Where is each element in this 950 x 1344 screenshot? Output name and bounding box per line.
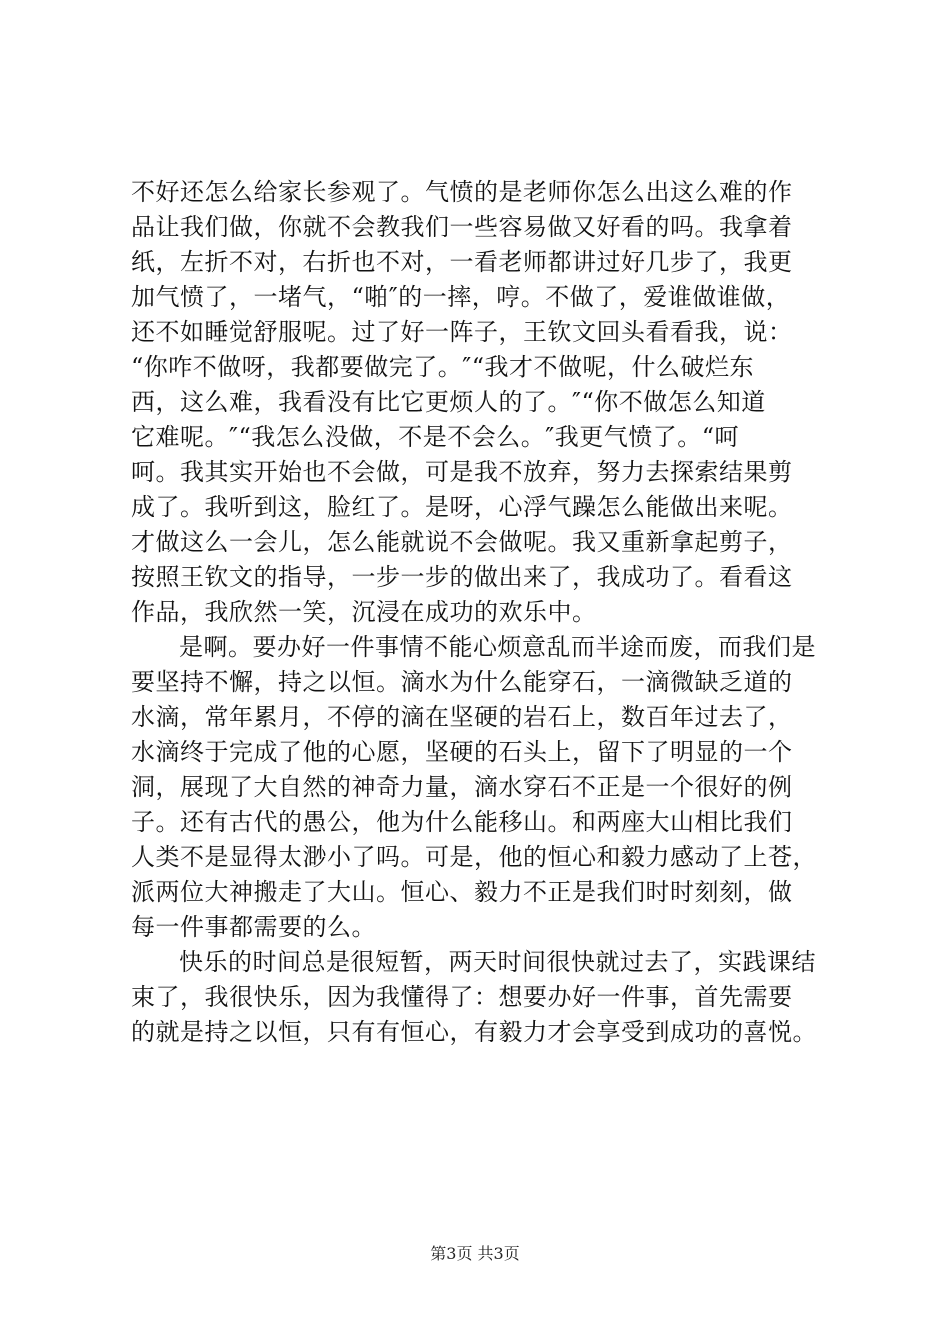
text-line: 成了。我听到这，脸红了。是呀，心浮气躁怎么能做出来呢。 (131, 493, 793, 521)
text-line: 按照王钦文的指导，一步一步的做出来了，我成功了。看看这 (131, 563, 793, 591)
text-line: 每一件事都需要的么。 (131, 913, 376, 941)
text-line: 水滴终于完成了他的心愿，坚硬的石头上，留下了明显的一个 (131, 738, 793, 766)
paragraph-first-line: 快乐的时间总是很短暂，两天时间很快就过去了，实践课结 (179, 948, 816, 976)
page-number-footer: 第3页 共3页 (430, 1244, 520, 1263)
text-line: 作品，我欣然一笑，沉浸在成功的欢乐中。 (131, 598, 597, 626)
text-line: 派两位大神搬走了大山。恒心、毅力不正是我们时时刻刻，做 (131, 878, 793, 906)
text-line: 才做这么一会儿，怎么能就说不会做呢。我又重新拿起剪子， (131, 528, 793, 556)
text-line: 纸，左折不对，右折也不对，一看老师都讲过好几步了，我更 (131, 248, 793, 276)
text-line: 品让我们做，你就不会教我们一些容易做又好看的吗。我拿着 (131, 213, 793, 241)
text-line: 加气愤了，一堵气，“啪″的一摔，哼。不做了，爱谁做谁做， (131, 283, 791, 311)
text-line: 束了，我很快乐，因为我懂得了：想要办好一件事，首先需要 (131, 983, 793, 1011)
paragraph-first-line: 是啊。要办好一件事情不能心烦意乱而半途而废，而我们是 (179, 633, 816, 661)
text-line: 还不如睡觉舒服呢。过了好一阵子，王钦文回头看看我，说： (131, 318, 793, 346)
text-line: 要坚持不懈，持之以恒。滴水为什么能穿石，一滴微缺乏道的 (131, 668, 793, 696)
text-line: 的就是持之以恒，只有有恒心，有毅力才会享受到成功的喜悦。 (131, 1018, 817, 1046)
body-text (131, 175, 831, 1050)
text-line: “你咋不做呀，我都要做完了。″“我才不做呢，什么破烂东 (131, 353, 755, 381)
text-line: 不好还怎么给家长参观了。气愤的是老师你怎么出这么难的作 (131, 178, 793, 206)
text-line: 洞，展现了大自然的神奇力量，滴水穿石不正是一个很好的例 (131, 773, 793, 801)
text-line: 呵。我其实开始也不会做，可是我不放弃，努力去探索结果剪 (131, 458, 793, 486)
text-line: 水滴，常年累月，不停的滴在坚硬的岩石上，数百年过去了， (131, 703, 793, 731)
text-line: 子。还有古代的愚公，他为什么能移山。和两座大山相比我们 (131, 808, 793, 836)
text-line: 它难呢。″“我怎么没做，不是不会么。″我更气愤了。“呵 (131, 423, 739, 451)
text-line: 人类不是显得太渺小了吗。可是，他的恒心和毅力感动了上苍， (131, 843, 817, 871)
text-line: 西，这么难，我看没有比它更烦人的了。″“你不做怎么知道 (131, 388, 766, 416)
